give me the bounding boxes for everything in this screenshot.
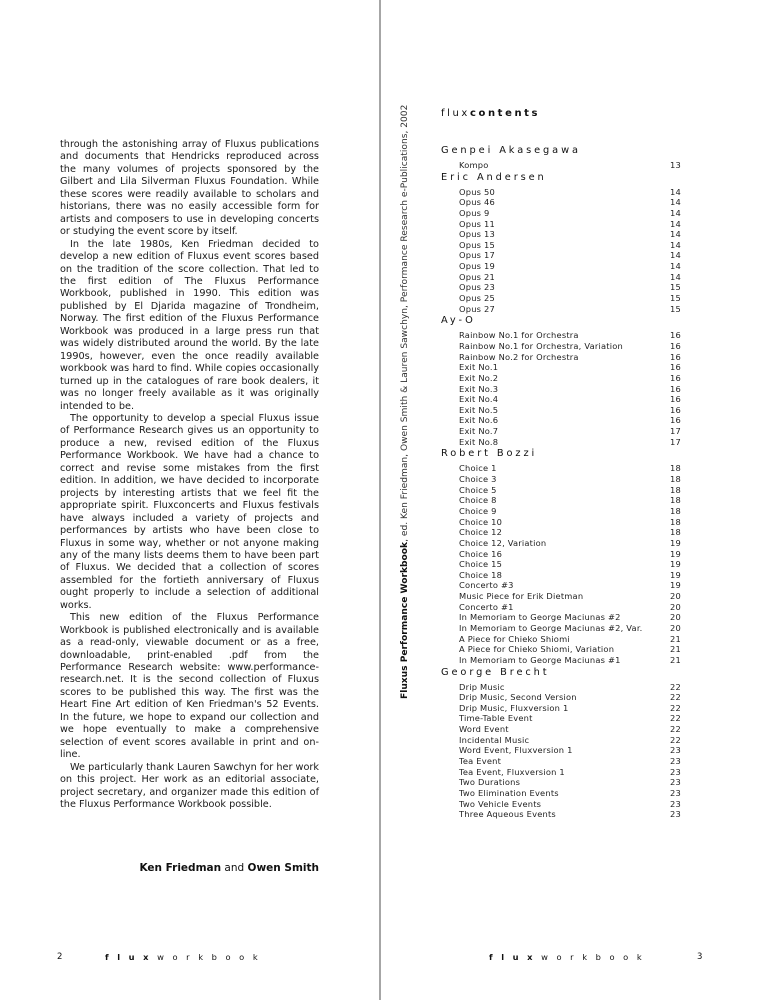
toc-entry-page: 19	[670, 537, 681, 548]
toc-entry-title: In Memoriam to George Maciunas #1	[459, 654, 621, 665]
toc-entry	[441, 591, 681, 602]
brand-bold: flux	[105, 952, 158, 962]
toc-entry	[441, 282, 681, 293]
toc-entry	[441, 756, 681, 767]
toc-entry-title: Time-Table Event	[459, 713, 533, 724]
toc-entry	[441, 724, 681, 735]
toc-entry	[441, 272, 681, 283]
toc-entry-page: 19	[670, 569, 681, 580]
toc-entry	[441, 384, 681, 395]
toc-entry	[441, 485, 681, 496]
toc-entry	[441, 517, 681, 528]
toc-entry	[441, 634, 681, 645]
toc-entry-title: Choice 8	[459, 495, 497, 506]
toc-entry-page: 14	[670, 239, 681, 250]
toc-entry	[441, 570, 681, 581]
toc-entry-page: 19	[670, 548, 681, 559]
toc-entry-title: In Memoriam to George Maciunas #2	[459, 612, 621, 623]
toc-entry-title: Exit No.1	[459, 362, 499, 373]
toc-entry-title: Drip Music, Fluxversion 1	[459, 702, 569, 713]
toc-entry-page: 16	[670, 383, 681, 394]
toc-entry	[441, 197, 681, 208]
toc-entry-title: Incidental Music	[459, 734, 530, 745]
toc-entry-title: Opus 23	[459, 282, 495, 293]
toc-entry	[441, 580, 681, 591]
toc-entry-title: Exit No.3	[459, 383, 499, 394]
table-of-contents	[441, 145, 681, 821]
toc-entry	[441, 623, 681, 634]
toc-entry	[441, 495, 681, 506]
spine-credit	[400, 105, 410, 699]
toc-entry-title: Opus 9	[459, 207, 490, 218]
toc-entry-title: Word Event	[459, 724, 509, 735]
toc-entry-title: Opus 17	[459, 250, 495, 261]
toc-entry	[441, 187, 681, 198]
toc-entry-page: 18	[670, 505, 681, 516]
toc-entry-page: 21	[670, 644, 681, 655]
toc-entry	[441, 767, 681, 778]
spine-credit-rest: , ed. Ken Friedman, Owen Smith & Lauren Sawchyn, Performance Research e-Publications, 2002	[400, 104, 410, 542]
toc-entry	[441, 788, 681, 799]
toc-entry-page: 22	[670, 681, 681, 692]
toc-entry-title: Choice 10	[459, 516, 503, 527]
toc-entry-page: 16	[670, 351, 681, 362]
footer-brand-right	[489, 952, 650, 962]
toc-entry-title: Three Aqueous Events	[459, 809, 556, 820]
toc-entry-page: 16	[670, 330, 681, 341]
toc-entry	[441, 538, 681, 549]
toc-entry-title: In Memoriam to George Maciunas #2, Var.	[459, 622, 643, 633]
toc-entry-title: Word Event, Fluxversion 1	[459, 745, 573, 756]
toc-entry-title: Choice 12, Variation	[459, 537, 547, 548]
toc-entry	[441, 426, 681, 437]
paragraph: through the astonishing array of Fluxus publications and documents that Hendricks reproduced across the many volumes of projects sponsored by the Gilbert and Lila Silverman Fluxus Foundation. While these scores were readily available to scholars and historians, there was no easily accessible form for artists and composers to use in developing concerts or studying the event score by itself.	[60, 139, 319, 238]
contents-heading	[441, 108, 540, 119]
toc-entry	[441, 250, 681, 261]
toc-entry-page: 18	[670, 527, 681, 538]
toc-entry-page: 14	[670, 261, 681, 272]
toc-entry	[441, 745, 681, 756]
toc-entry-page: 14	[670, 197, 681, 208]
toc-entry	[441, 229, 681, 240]
toc-entry-title: Exit No.4	[459, 394, 499, 405]
brand-bold: flux	[489, 952, 542, 962]
toc-entry	[441, 330, 681, 341]
toc-entry-page: 14	[670, 186, 681, 197]
toc-entry	[441, 352, 681, 363]
toc-section	[441, 315, 681, 447]
toc-entry-page: 23	[670, 809, 681, 820]
toc-section	[441, 145, 681, 171]
toc-entry	[441, 735, 681, 746]
toc-entry	[441, 304, 681, 315]
toc-entry-title: Choice 3	[459, 474, 497, 485]
toc-entry-page: 16	[670, 362, 681, 373]
toc-entry	[441, 261, 681, 272]
toc-entry-page: 15	[670, 282, 681, 293]
toc-entry-page: 18	[670, 484, 681, 495]
toc-entry-title: Opus 50	[459, 186, 495, 197]
toc-entry-page: 22	[670, 702, 681, 713]
toc-entry-page: 22	[670, 734, 681, 745]
toc-entry-title: Exit No.5	[459, 404, 499, 415]
toc-entry-page: 16	[670, 394, 681, 405]
toc-entry-page: 20	[670, 591, 681, 602]
intro-text	[60, 139, 319, 811]
toc-entry-title: Concerto #1	[459, 601, 514, 612]
toc-entry-page: 16	[670, 372, 681, 383]
page-number-left: 2	[57, 952, 63, 962]
toc-entry-title: Choice 12	[459, 527, 503, 538]
toc-entry	[441, 474, 681, 485]
toc-entry-page: 22	[670, 724, 681, 735]
toc-entry	[441, 394, 681, 405]
brand-rest: workbook	[157, 952, 267, 962]
toc-entry-title: Two Elimination Events	[459, 787, 559, 798]
toc-entry	[441, 240, 681, 251]
toc-entry	[441, 373, 681, 384]
toc-entry-page: 17	[670, 436, 681, 447]
toc-entry	[441, 809, 681, 820]
toc-entry-page: 20	[670, 601, 681, 612]
paragraph: This new edition of the Fluxus Performance Workbook is published electronically and is available as a read-only, viewable document or as a free, downloadable, print-enabled .pdf from the Performance Research website: www.performance-research.net. It is the second collection of Fluxus scores to be published this way. The first was the Heart Fine Art edition of Ken Friedman's 52 Events. In the future, we hope to expand our collection and we hope eventually to make a comprehensive selection of event scores available in print and on-line.	[60, 612, 319, 761]
toc-entry-page: 16	[670, 415, 681, 426]
signature-conjunction: and	[221, 862, 248, 874]
toc-entry-page: 20	[670, 612, 681, 623]
toc-entry-title: Opus 15	[459, 239, 495, 250]
toc-entry-title: Choice 16	[459, 548, 503, 559]
toc-entry	[441, 463, 681, 474]
toc-entry-title: A Piece for Chieko Shiomi	[459, 633, 570, 644]
toc-entry	[441, 219, 681, 230]
toc-entry	[441, 437, 681, 448]
footer-brand-left	[105, 952, 266, 962]
brand-rest: workbook	[541, 952, 651, 962]
toc-entry	[441, 293, 681, 304]
toc-entry	[441, 713, 681, 724]
toc-author: Robert Bozzi	[441, 448, 538, 460]
toc-entry	[441, 799, 681, 810]
paragraph: The opportunity to develop a special Fluxus issue of Performance Research gives us an opportunity to produce a new, revised edition of the Fluxus Performance Workbook. We have had a chance to correct and revise some mistakes from the first edition. In addition, we have decided to incorporate projects by interesting artists that we feel fit the appropriate spirit. Fluxconcerts and Fluxus festivals have always included a variety of projects and performances by artists who have been close to Fluxus in some way, whether or not anyone making any of the many lists deems them to have been part of Fluxus. We decided that a collection of scores assembled for the fortieth anniversary of Fluxus ought properly to include a selection of additional works.	[60, 412, 319, 611]
toc-entry-page: 23	[670, 798, 681, 809]
toc-entry	[441, 692, 681, 703]
toc-entry	[441, 644, 681, 655]
toc-entry-page: 15	[670, 303, 681, 314]
toc-entry	[441, 777, 681, 788]
toc-entry-title: Opus 27	[459, 303, 495, 314]
toc-entry-page: 14	[670, 218, 681, 229]
toc-entry	[441, 341, 681, 352]
toc-entry-title: Opus 25	[459, 293, 495, 304]
toc-entry-title: Choice 9	[459, 505, 497, 516]
toc-entry-page: 18	[670, 516, 681, 527]
toc-entry-title: Rainbow No.1 for Orchestra, Variation	[459, 340, 623, 351]
toc-entry-page: 13	[670, 160, 681, 170]
toc-entry-title: Opus 13	[459, 229, 495, 240]
toc-entry-title: Rainbow No.2 for Orchestra	[459, 351, 579, 362]
toc-entry-title: Choice 1	[459, 463, 497, 474]
toc-entry-title: Music Piece for Erik Dietman	[459, 591, 584, 602]
toc-entry	[441, 415, 681, 426]
toc-entry-page: 22	[670, 713, 681, 724]
toc-entry-title: A Piece for Chieko Shiomi, Variation	[459, 644, 615, 655]
toc-entry	[441, 602, 681, 613]
toc-entry-page: 14	[670, 207, 681, 218]
toc-entry	[441, 506, 681, 517]
page-gutter	[379, 0, 381, 1000]
paragraph: We particularly thank Lauren Sawchyn for her work on this project. Her work as an editorial associate, project secretary, and organizer made this edition of the Fluxus Performance Workbook possible.	[60, 761, 319, 811]
toc-author: George Brecht	[441, 666, 550, 678]
toc-section	[441, 172, 681, 315]
toc-section	[441, 667, 681, 820]
toc-entry-page: 14	[670, 229, 681, 240]
toc-entry-page: 21	[670, 654, 681, 665]
toc-entry-page: 23	[670, 745, 681, 756]
toc-entry-page: 19	[670, 580, 681, 591]
toc-entry-page: 14	[670, 250, 681, 261]
contents-heading-prefix: flux	[441, 108, 470, 119]
toc-entry-title: Choice 5	[459, 484, 497, 495]
toc-entry-title: Opus 19	[459, 261, 495, 272]
paragraph: In the late 1980s, Ken Friedman decided to develop a new edition of Fluxus event scores based on the tradition of the score collection. That led to the first edition of The Fluxus Performance Workbook, published in 1990. This edition was published by El Djarida magazine of Trondheim, Norway. The first edition of the Fluxus Performance Workbook was produced in a large press run that was widely distributed around the world. By the late 1990s, however, even the once readily available workbook was hard to find. While copies occasionally turned up in the catalogues of rare book dealers, it was no longer freely available as it was originally intended to be.	[60, 238, 319, 412]
toc-entry	[441, 703, 681, 714]
toc-entry-page: 23	[670, 777, 681, 788]
toc-entry	[441, 405, 681, 416]
toc-entry-page: 20	[670, 622, 681, 633]
toc-entry-title: Rainbow No.1 for Orchestra	[459, 330, 579, 341]
toc-entry	[441, 527, 681, 538]
toc-entry-title: Concerto #3	[459, 580, 514, 591]
toc-entry	[441, 549, 681, 560]
toc-entry-title: Drip Music	[459, 681, 505, 692]
spine-title: Fluxus Performance Workbook	[400, 541, 410, 699]
toc-entry-title: Drip Music, Second Version	[459, 692, 577, 703]
toc-entry-title: Exit No.6	[459, 415, 499, 426]
toc-entry-page: 14	[670, 271, 681, 282]
toc-entry-title: Two Vehicle Events	[459, 798, 542, 809]
toc-entry-page: 18	[670, 495, 681, 506]
signature	[60, 862, 319, 874]
toc-entry-page: 19	[670, 559, 681, 570]
toc-entry	[441, 682, 681, 693]
toc-entry-title: Opus 46	[459, 197, 495, 208]
toc-entry-page: 23	[670, 756, 681, 767]
toc-entry-title: Kompo	[459, 160, 489, 170]
toc-entry-page: 15	[670, 293, 681, 304]
signature-name: Ken Friedman	[139, 862, 222, 874]
toc-entry-page: 16	[670, 404, 681, 415]
toc-entry-title: Tea Event	[459, 756, 502, 767]
toc-entry-title: Opus 11	[459, 218, 495, 229]
toc-entry-title: Exit No.7	[459, 426, 499, 437]
toc-entry-page: 23	[670, 766, 681, 777]
toc-entry	[441, 160, 681, 171]
toc-author: Ay-O	[441, 315, 476, 327]
toc-entry-page: 16	[670, 340, 681, 351]
toc-entry-page: 23	[670, 787, 681, 798]
toc-entry-title: Choice 15	[459, 559, 503, 570]
toc-entry-title: Exit No.8	[459, 436, 499, 447]
toc-entry	[441, 208, 681, 219]
toc-section	[441, 448, 681, 665]
toc-author: Genpei Akasegawa	[441, 145, 581, 156]
toc-entry	[441, 362, 681, 373]
toc-entry	[441, 612, 681, 623]
toc-entry-page: 17	[670, 426, 681, 437]
toc-entry	[441, 655, 681, 666]
toc-entry-page: 18	[670, 474, 681, 485]
toc-entry-title: Choice 18	[459, 569, 503, 580]
toc-entry-title: Opus 21	[459, 271, 495, 282]
toc-entry-page: 18	[670, 463, 681, 474]
toc-author: Eric Andersen	[441, 171, 547, 183]
toc-entry-page: 21	[670, 633, 681, 644]
page-number-right: 3	[697, 952, 703, 962]
toc-entry-page: 22	[670, 692, 681, 703]
contents-heading-bold: contents	[469, 108, 541, 119]
toc-entry-title: Two Durations	[459, 777, 521, 788]
toc-entry	[441, 559, 681, 570]
signature-name: Owen Smith	[247, 862, 319, 874]
toc-entry-title: Tea Event, Fluxversion 1	[459, 766, 565, 777]
toc-entry-title: Exit No.2	[459, 372, 499, 383]
